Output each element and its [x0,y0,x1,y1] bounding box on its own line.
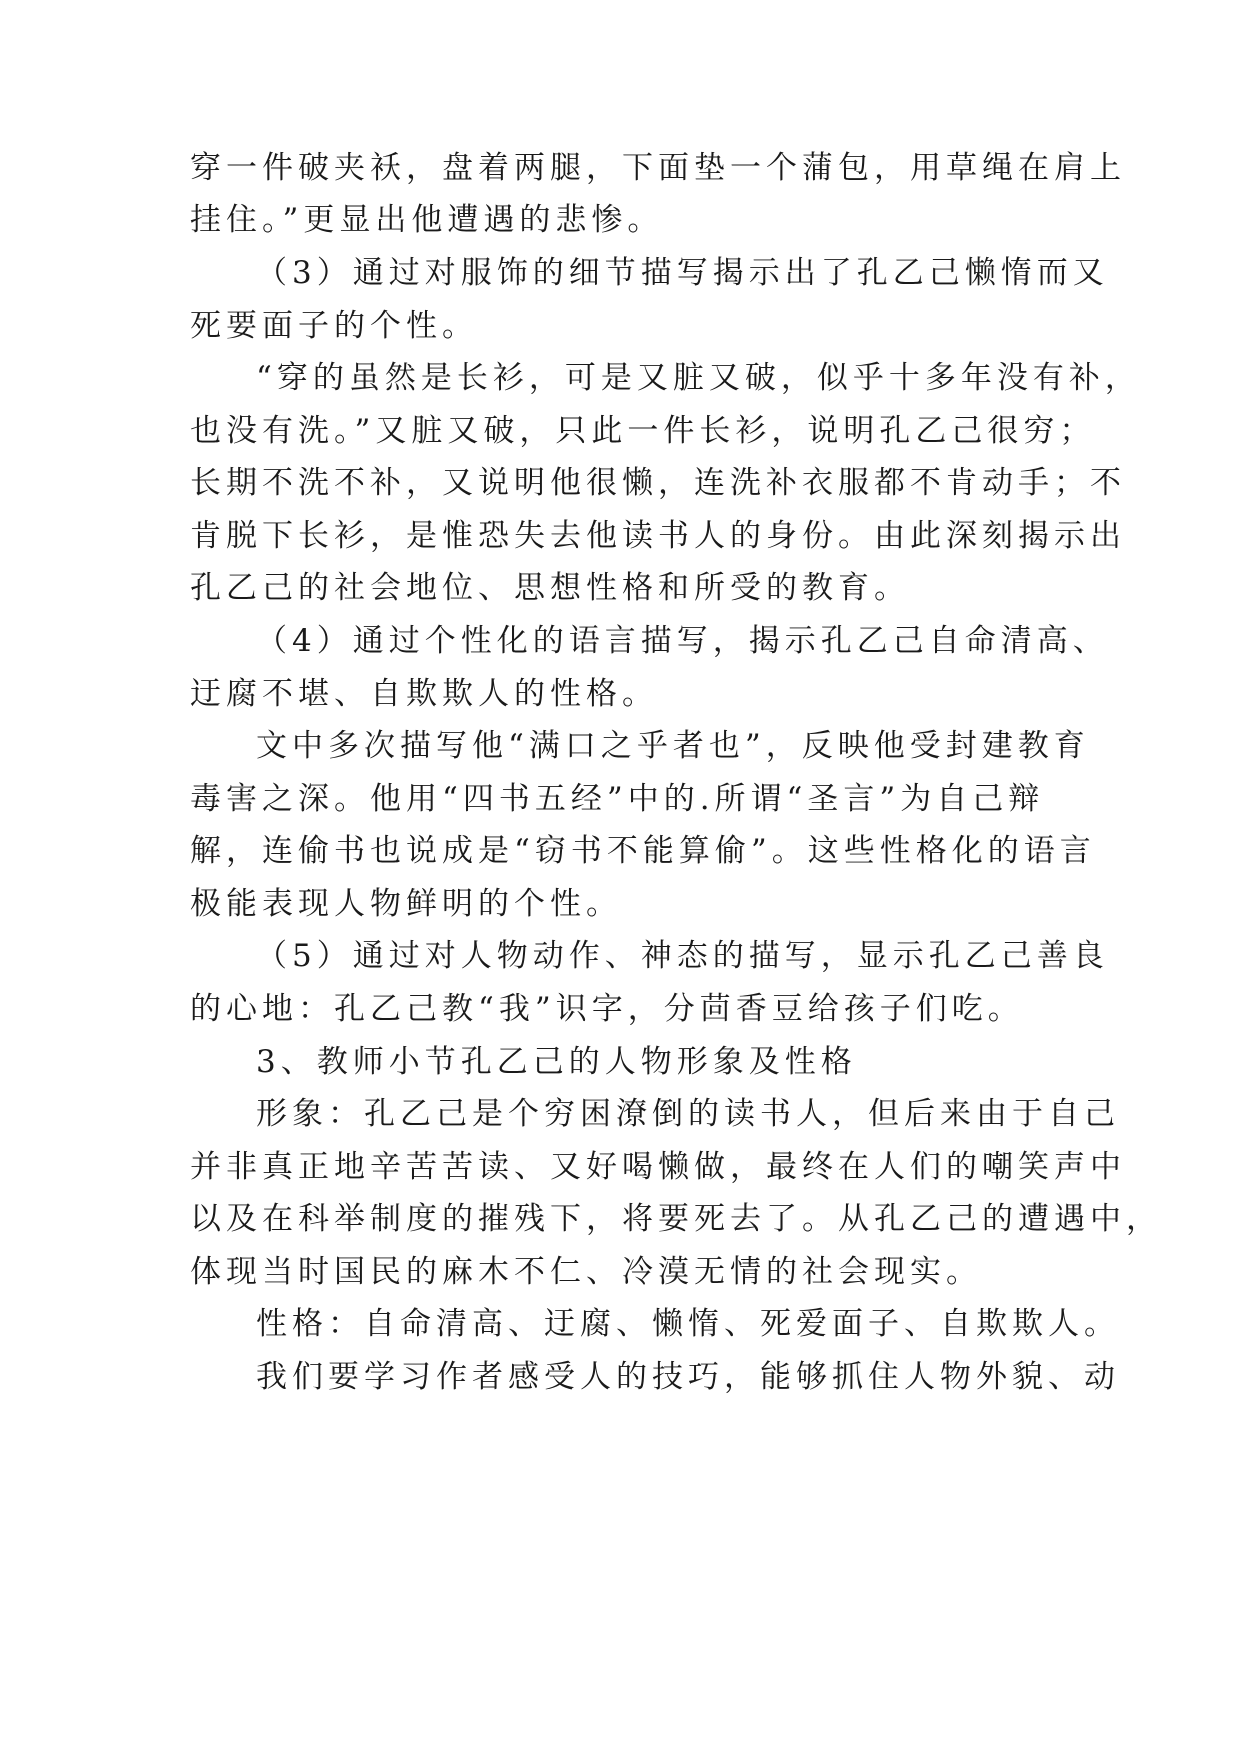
text-line: 穿一件破夹袄，盘着两腿，下面垫一个蒲包，用草绳在肩上 [190,150,1126,186]
text-line: 的心地：孔乙己教“我”识字，分茴香豆给孩子们吃。 [190,991,1024,1027]
text-line: 极能表现人物鲜明的个性。 [190,886,622,922]
text-line: 肯脱下长衫，是惟恐失去他读书人的身份。由此深刻揭示出 [190,518,1126,554]
text-line: 性格：自命清高、迂腐、懒惰、死爱面子、自欺欺人。 [256,1306,1120,1342]
text-line: 以及在科举制度的摧残下，将要死去了。从孔乙己的遭遇中， [190,1201,1162,1237]
text-line: 文中多次描写他“满口之乎者也”，反映他受封建教育 [256,728,1090,764]
text-line: 长期不洗不补，又说明他很懒，连洗补衣服都不肯动手；不 [190,465,1126,501]
text-line: （4）通过个性化的语言描写，揭示孔乙己自命清高、 [256,623,1109,659]
text-line: 毒害之深。他用“四书五经”中的.所谓“圣言”为自己辩 [190,781,1045,817]
text-line: 孔乙己的社会地位、思想性格和所受的教育。 [190,570,910,606]
text-line: （5）通过对人物动作、神态的描写，显示孔乙己善良 [256,938,1109,974]
text-line: 体现当时国民的麻木不仁、冷漠无情的社会现实。 [190,1254,982,1290]
text-line: 也没有洗。”又脏又破，只此一件长衫，说明孔乙己很穷； [190,413,1096,449]
text-line: 我们要学习作者感受人的技巧，能够抓住人物外貌、动 [256,1359,1120,1395]
text-line: 迂腐不堪、自欺欺人的性格。 [190,676,658,712]
text-line: 形象：孔乙己是个穷困潦倒的读书人，但后来由于自己 [256,1096,1120,1132]
text-line: 死要面子的个性。 [190,308,478,344]
text-line: 3、教师小节孔乙己的人物形象及性格 [256,1044,857,1080]
text-line: （3）通过对服饰的细节描写揭示出了孔乙己懒惰而又 [256,255,1109,291]
text-line: 挂住。”更显出他遭遇的悲惨。 [190,202,664,238]
text-line: 解，连偷书也说成是“窃书不能算偷”。这些性格化的语言 [190,833,1096,869]
text-line: 并非真正地辛苦苦读、又好喝懒做，最终在人们的嘲笑声中 [190,1149,1126,1185]
text-line: “穿的虽然是长衫，可是又脏又破，似乎十多年没有补， [256,360,1141,396]
